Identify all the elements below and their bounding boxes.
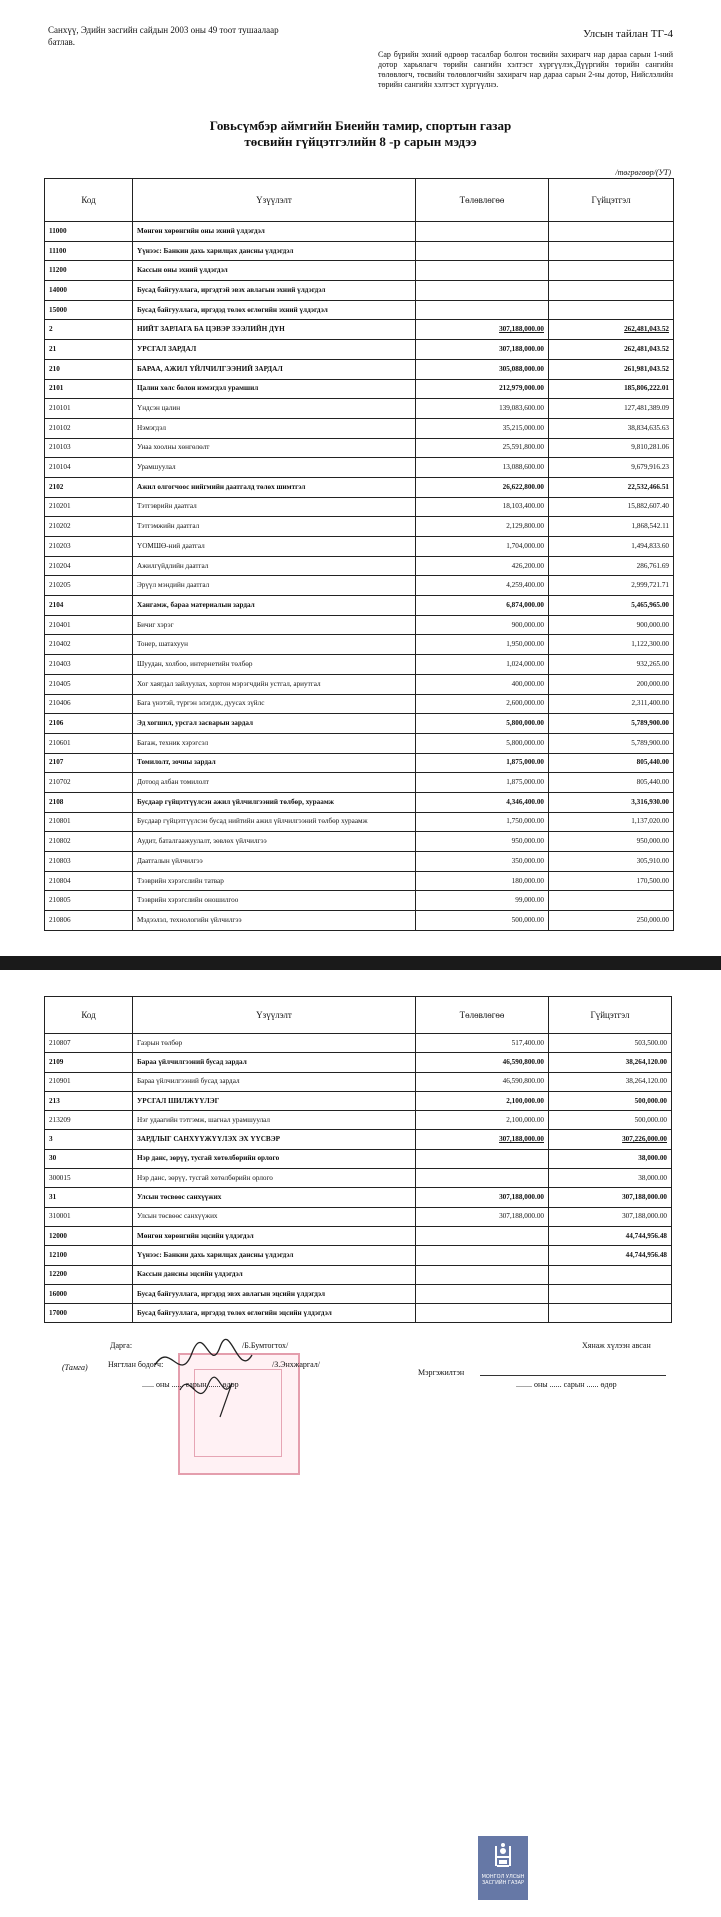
table-row	[45, 241, 674, 261]
row-plan-value: 212,979,000.00	[416, 379, 549, 399]
table-header-row	[45, 997, 672, 1034]
row-plan-value: 1,750,000.00	[416, 812, 549, 832]
currency-unit-label: /төгрөгөөр/(УТ)	[615, 168, 671, 177]
table-row	[45, 340, 674, 360]
table-row	[45, 596, 674, 616]
row-actual-value: 200,000.00	[549, 674, 674, 694]
table-row	[45, 556, 674, 576]
row-plan-value: 5,800,000.00	[416, 714, 549, 734]
row-plan-value	[416, 1226, 549, 1245]
row-indicator: Кассын оны эхний үлдэгдэл	[133, 261, 416, 281]
row-plan-value: 139,083,600.00	[416, 399, 549, 419]
row-plan-value: 4,346,400.00	[416, 792, 549, 812]
row-actual-value	[549, 261, 674, 281]
header-actual: Гүйцэтгэл	[549, 997, 672, 1034]
row-plan-value: 180,000.00	[416, 871, 549, 891]
table-row	[45, 832, 674, 852]
row-code: 210803	[45, 852, 133, 872]
table-row	[45, 497, 674, 517]
logo-caption	[478, 1874, 528, 1886]
header-plan: Төлөвлөгөө	[416, 997, 549, 1034]
row-plan-value	[416, 1304, 549, 1323]
row-code: 210202	[45, 517, 133, 537]
row-actual-value: 900,000.00	[549, 615, 674, 635]
approval-note: Санхүү, Эдийн засгийн сайдын 2003 оны 49 тоот тушаалаар батлав.	[48, 25, 279, 47]
table-row	[45, 281, 674, 301]
table-row	[45, 655, 674, 675]
row-plan-value: 4,259,400.00	[416, 576, 549, 596]
table-row	[45, 261, 674, 281]
row-plan-value: 307,188,000.00	[416, 1188, 549, 1207]
row-code: 12100	[45, 1246, 133, 1265]
row-indicator: Багаж, техник хэрэгсэл	[133, 733, 416, 753]
row-plan-value: 25,591,800.00	[416, 438, 549, 458]
page-separator	[0, 956, 721, 970]
row-plan-value: 1,875,000.00	[416, 773, 549, 793]
row-code: 30	[45, 1149, 133, 1168]
row-actual-value: 9,810,281.06	[549, 438, 674, 458]
row-plan-value: 426,200.00	[416, 556, 549, 576]
row-indicator: Мөнгөн хөрөнгийн эцсийн үлдэгдэл	[133, 1226, 416, 1245]
row-indicator: Улсын төсвөөс санхүүжих	[133, 1207, 416, 1226]
row-plan-value: 307,188,000.00	[416, 320, 549, 340]
row-indicator: Цалин хөлс болон нэмэгдэл урамшил	[133, 379, 416, 399]
row-indicator: Бусдаар гүйцэтгүүлсэн ажил үйлчилгээний төлбөр, хураамж	[133, 792, 416, 812]
table-row	[45, 891, 674, 911]
row-code: 210806	[45, 911, 133, 931]
table-row	[45, 359, 674, 379]
row-actual-value: 38,264,120.00	[549, 1072, 672, 1091]
row-actual-value: 950,000.00	[549, 832, 674, 852]
row-indicator: Бараа үйлчилгээний бусад зардал	[133, 1072, 416, 1091]
row-code: 210401	[45, 615, 133, 635]
row-code: 210204	[45, 556, 133, 576]
row-indicator: Нэмэгдэл	[133, 418, 416, 438]
row-code: 11000	[45, 222, 133, 242]
row-indicator: БАРАА, АЖИЛ ҮЙЛЧИЛГЭЭНИЙ ЗАРДАЛ	[133, 359, 416, 379]
row-actual-value: 500,000.00	[549, 1091, 672, 1110]
row-actual-value	[549, 300, 674, 320]
row-indicator: Бараа үйлчилгээний бусад зардал	[133, 1053, 416, 1072]
table-row	[45, 1149, 672, 1168]
row-code: 2	[45, 320, 133, 340]
row-code: 210402	[45, 635, 133, 655]
row-actual-value: 1,137,020.00	[549, 812, 674, 832]
row-indicator: Ажил олгогчоос нийгмийн даатгалд төлөх шимтгэл	[133, 477, 416, 497]
row-indicator: УРСГАЛ ШИЛЖҮҮЛЭГ	[133, 1091, 416, 1110]
table-row	[45, 379, 674, 399]
row-actual-value: 9,679,916.23	[549, 458, 674, 478]
row-plan-value	[416, 1265, 549, 1284]
row-plan-value: 1,875,000.00	[416, 753, 549, 773]
row-actual-value: 38,000.00	[549, 1149, 672, 1168]
row-code: 210802	[45, 832, 133, 852]
row-actual-value	[549, 1304, 672, 1323]
row-indicator: Тээврийн хэрэгслийн оношилгоо	[133, 891, 416, 911]
specialist-label: Мэргэжилтэн	[418, 1368, 465, 1377]
row-indicator: Тэтгэврийн даатгал	[133, 497, 416, 517]
table-row	[45, 694, 674, 714]
row-code: 2109	[45, 1053, 133, 1072]
table-row	[45, 1169, 672, 1188]
row-plan-value: 900,000.00	[416, 615, 549, 635]
row-plan-value: 26,622,800.00	[416, 477, 549, 497]
row-indicator: Урамшуулал	[133, 458, 416, 478]
document-title	[0, 118, 721, 150]
row-code: 210101	[45, 399, 133, 419]
row-indicator: Газрын төлбөр	[133, 1034, 416, 1053]
row-plan-value	[416, 222, 549, 242]
logo-line-1: МОНГОЛ УЛСЫН	[481, 1874, 525, 1880]
row-indicator: Бусдаар гүйцэтгүүлсэн бусад нийтийн ажил үйлчилгээний төлбөр хураамж	[133, 812, 416, 832]
row-plan-value: 99,000.00	[416, 891, 549, 911]
row-indicator: Дотоод албан томилолт	[133, 773, 416, 793]
stamp-label: (Тамга)	[62, 1363, 88, 1372]
row-code: 2106	[45, 714, 133, 734]
row-code: 210406	[45, 694, 133, 714]
header-code: Код	[45, 179, 133, 222]
table-row	[45, 1246, 672, 1265]
row-code: 11100	[45, 241, 133, 261]
row-plan-value: 307,188,000.00	[416, 1130, 549, 1149]
table-row	[45, 1188, 672, 1207]
table-row	[45, 458, 674, 478]
row-actual-value: 262,481,043.52	[549, 340, 674, 360]
row-code: 2101	[45, 379, 133, 399]
row-plan-value: 400,000.00	[416, 674, 549, 694]
report-page-2	[0, 970, 721, 1917]
row-code: 14000	[45, 281, 133, 301]
row-actual-value: 503,500.00	[549, 1034, 672, 1053]
row-indicator: Бусад байгууллага, иргэдтэй эвэх авлагын эхний үлдэгдэл	[133, 281, 416, 301]
row-actual-value	[549, 222, 674, 242]
row-plan-value: 2,100,000.00	[416, 1091, 549, 1110]
row-actual-value: 15,882,607.40	[549, 497, 674, 517]
row-plan-value: 2,600,000.00	[416, 694, 549, 714]
row-indicator: ҮОМШӨ-ний даатгал	[133, 537, 416, 557]
table-row	[45, 399, 674, 419]
row-plan-value	[416, 1246, 549, 1265]
header-code: Код	[45, 997, 133, 1034]
row-indicator: Аудит, баталгаажуулалт, зөвлөх үйлчилгээ	[133, 832, 416, 852]
row-plan-value	[416, 281, 549, 301]
row-indicator: Мэдээлэл, технологийн үйлчилгээ	[133, 911, 416, 931]
row-actual-value: 5,465,965.00	[549, 596, 674, 616]
logo-line-2: ЗАСГИЙН ГАЗАР	[481, 1880, 525, 1886]
table-row	[45, 753, 674, 773]
row-actual-value: 305,910.00	[549, 852, 674, 872]
row-code: 210601	[45, 733, 133, 753]
row-code: 16000	[45, 1284, 133, 1303]
table-row	[45, 1284, 672, 1303]
row-actual-value: 250,000.00	[549, 911, 674, 931]
row-code: 12200	[45, 1265, 133, 1284]
table-row	[45, 1091, 672, 1110]
row-plan-value	[416, 1284, 549, 1303]
row-code: 310001	[45, 1207, 133, 1226]
row-code: 210403	[45, 655, 133, 675]
row-indicator: УРСГАЛ ЗАРДАЛ	[133, 340, 416, 360]
row-indicator: Бусад байгууллага, иргэдэд эвэх авлагын эцсийн үлдэгдэл	[133, 1284, 416, 1303]
row-indicator: Үүнээс: Банкин дахь харилцах дансны үлдэгдэл	[133, 1246, 416, 1265]
row-plan-value: 2,129,800.00	[416, 517, 549, 537]
row-actual-value: 3,316,930.00	[549, 792, 674, 812]
row-indicator: Бусад байгууллага, иргэдэд төлөх өглөгийн эцсийн үлдэгдэл	[133, 1304, 416, 1323]
row-plan-value	[416, 1149, 549, 1168]
row-plan-value: 6,874,000.00	[416, 596, 549, 616]
row-actual-value: 1,868,542.11	[549, 517, 674, 537]
row-indicator: Бичиг хэрэг	[133, 615, 416, 635]
row-code: 210801	[45, 812, 133, 832]
row-plan-value	[416, 261, 549, 281]
header-actual: Гүйцэтгэл	[549, 179, 674, 222]
row-code: 210	[45, 359, 133, 379]
row-plan-value: 5,800,000.00	[416, 733, 549, 753]
row-code: 210804	[45, 871, 133, 891]
row-code: 15000	[45, 300, 133, 320]
row-actual-value: 805,440.00	[549, 753, 674, 773]
table-row	[45, 1207, 672, 1226]
row-code: 2104	[45, 596, 133, 616]
signing-date: ...... оны ...... сарын ...... өдөр	[142, 1380, 239, 1389]
row-actual-value	[549, 1284, 672, 1303]
submission-note: Сар бүрийн эхний өдрөөр тасалбар болгон төсвийн захирагч нар дараа сарын 1-ний дотор харьялагч төрийн сангийн хэлтэст хүргүүлэх,Дүүргийн төрийн сангийн төлөвлөгч, төсвийн төлөвлөгчийн захирагч нар дараа сарын 2-ны дотор, Нийслэлийн төрийн сангийн хэлтэст хүргүүлнэ.	[378, 50, 673, 89]
table-row	[45, 477, 674, 497]
row-code: 210405	[45, 674, 133, 694]
table-row	[45, 1034, 672, 1053]
table-row	[45, 418, 674, 438]
table-header-row	[45, 179, 674, 222]
government-logo	[478, 1836, 528, 1900]
row-code: 2107	[45, 753, 133, 773]
row-plan-value	[416, 300, 549, 320]
title-line-2: төсвийн гүйцэтгэлийн 8 -р сарын мэдээ	[244, 134, 477, 149]
row-plan-value: 13,088,600.00	[416, 458, 549, 478]
row-code: 11200	[45, 261, 133, 281]
row-plan-value	[416, 1169, 549, 1188]
row-actual-value: 2,999,721.71	[549, 576, 674, 596]
row-code: 210807	[45, 1034, 133, 1053]
row-actual-value: 307,226,000.00	[549, 1130, 672, 1149]
row-code: 210102	[45, 418, 133, 438]
row-indicator: Унаа хоолны хөнгөлөлт	[133, 438, 416, 458]
table-row	[45, 300, 674, 320]
row-code: 210702	[45, 773, 133, 793]
table-row	[45, 320, 674, 340]
budget-table-1	[44, 178, 674, 931]
row-actual-value: 5,789,900.00	[549, 714, 674, 734]
row-actual-value: 38,834,635.63	[549, 418, 674, 438]
row-actual-value	[549, 891, 674, 911]
row-code: 210805	[45, 891, 133, 911]
table-row	[45, 537, 674, 557]
row-code: 21	[45, 340, 133, 360]
received-date: ........ оны ...... сарын ...... өдөр	[516, 1380, 617, 1389]
row-plan-value: 46,590,800.00	[416, 1072, 549, 1091]
table-row	[45, 852, 674, 872]
row-plan-value: 1,704,000.00	[416, 537, 549, 557]
row-actual-value: 286,761.69	[549, 556, 674, 576]
row-actual-value: 44,744,956.48	[549, 1246, 672, 1265]
received-label: Хянаж хүлээн авсан	[582, 1341, 651, 1350]
row-actual-value: 38,264,120.00	[549, 1053, 672, 1072]
row-code: 210201	[45, 497, 133, 517]
soyombo-icon	[495, 1842, 511, 1868]
row-actual-value: 185,806,222.01	[549, 379, 674, 399]
budget-table-2	[44, 996, 672, 1323]
row-code: 210203	[45, 537, 133, 557]
row-actual-value: 1,494,833.60	[549, 537, 674, 557]
row-actual-value: 1,122,300.00	[549, 635, 674, 655]
table-row	[45, 812, 674, 832]
title-line-1: Говьсүмбэр аймгийн Биеийн тамир, спортын газар	[209, 118, 512, 133]
row-indicator: Томилолт, зочны зардал	[133, 753, 416, 773]
row-actual-value: 500,000.00	[549, 1111, 672, 1130]
director-name: /Б.Бумтогтох/	[242, 1341, 289, 1350]
row-indicator: Бага үнэтэй, түргэн элэгдэх, дуусах зүйлс	[133, 694, 416, 714]
row-actual-value: 307,188,000.00	[549, 1188, 672, 1207]
row-actual-value	[549, 1265, 672, 1284]
row-indicator: Мөнгөн хөрөнгийн оны эхний үлдэгдэл	[133, 222, 416, 242]
row-indicator: Тэтгэмжийн даатгал	[133, 517, 416, 537]
row-indicator: Эрүүл мэндийн даатгал	[133, 576, 416, 596]
row-indicator: Хангамж, бараа материалын зардал	[133, 596, 416, 616]
row-actual-value	[549, 241, 674, 261]
header-indicator: Үзүүлэлт	[133, 997, 416, 1034]
row-actual-value: 307,188,000.00	[549, 1207, 672, 1226]
row-code: 12000	[45, 1226, 133, 1245]
table-row	[45, 517, 674, 537]
table-row	[45, 792, 674, 812]
director-label: Дарга:	[110, 1341, 133, 1350]
row-indicator: Шуудан, холбоо, интернетийн төлбөр	[133, 655, 416, 675]
row-indicator: Нэр данс, зөрүү, тусгай хөтөлбөрийн орлого	[133, 1169, 416, 1188]
row-indicator: Үүнээс: Банкин дахь харилцах дансны үлдэгдэл	[133, 241, 416, 261]
row-indicator: НИЙТ ЗАРЛАГА БА ЦЭВЭР ЗЭЭЛИЙН ДҮН	[133, 320, 416, 340]
row-plan-value: 1,950,000.00	[416, 635, 549, 655]
row-plan-value: 950,000.00	[416, 832, 549, 852]
row-plan-value	[416, 241, 549, 261]
table-row	[45, 1265, 672, 1284]
row-actual-value: 22,532,466.51	[549, 477, 674, 497]
row-plan-value: 305,088,000.00	[416, 359, 549, 379]
row-code: 2102	[45, 477, 133, 497]
row-plan-value: 35,215,000.00	[416, 418, 549, 438]
row-indicator: Даатгалын үйлчилгээ	[133, 852, 416, 872]
row-plan-value: 307,188,000.00	[416, 340, 549, 360]
row-plan-value: 1,024,000.00	[416, 655, 549, 675]
row-actual-value: 261,981,043.52	[549, 359, 674, 379]
table-2-body	[45, 1034, 672, 1323]
row-code: 17000	[45, 1304, 133, 1323]
row-code: 3	[45, 1130, 133, 1149]
row-actual-value: 2,311,400.00	[549, 694, 674, 714]
header-indicator: Үзүүлэлт	[133, 179, 416, 222]
table-row	[45, 871, 674, 891]
row-indicator: Бусад байгууллага, иргэдэд төлөх өглөгийн эхний үлдэгдэл	[133, 300, 416, 320]
row-plan-value: 500,000.00	[416, 911, 549, 931]
row-code: 210103	[45, 438, 133, 458]
table-row	[45, 674, 674, 694]
specialist-signature-line	[480, 1375, 666, 1376]
table-row	[45, 1304, 672, 1323]
row-actual-value: 127,481,389.09	[549, 399, 674, 419]
accountant-label: Нягтлан бодогч:	[108, 1360, 164, 1369]
row-indicator: Тээврийн хэрэгслийн татвар	[133, 871, 416, 891]
table-1-body	[45, 222, 674, 931]
row-code: 210205	[45, 576, 133, 596]
row-code: 2108	[45, 792, 133, 812]
table-row	[45, 615, 674, 635]
row-indicator: Эд хогшил, урсгал засварын зардал	[133, 714, 416, 734]
table-row	[45, 1072, 672, 1091]
row-actual-value: 38,000.00	[549, 1169, 672, 1188]
row-actual-value: 932,265.00	[549, 655, 674, 675]
row-indicator: Кассын дансны эцсийн үлдэгдэл	[133, 1265, 416, 1284]
row-indicator: Нэр данс, зөрүү, тусгай хөтөлбөрийн орлого	[133, 1149, 416, 1168]
table-row	[45, 773, 674, 793]
table-row	[45, 222, 674, 242]
row-indicator: Тонер, шатахуун	[133, 635, 416, 655]
row-actual-value: 170,500.00	[549, 871, 674, 891]
row-indicator: Хог хаягдал зайлуулах, хортон мэрэгчдийн устгал, ариутгал	[133, 674, 416, 694]
table-row	[45, 1053, 672, 1072]
row-actual-value: 44,744,956.48	[549, 1226, 672, 1245]
table-row	[45, 733, 674, 753]
row-plan-value: 517,400.00	[416, 1034, 549, 1053]
row-actual-value: 805,440.00	[549, 773, 674, 793]
row-code: 210901	[45, 1072, 133, 1091]
table-row	[45, 635, 674, 655]
row-indicator: Нэг удаагийн тэтгэмж, шагнал урамшуулал	[133, 1111, 416, 1130]
table-row	[45, 714, 674, 734]
row-indicator: Үндсэн цалин	[133, 399, 416, 419]
table-row	[45, 1111, 672, 1130]
row-code: 213	[45, 1091, 133, 1110]
row-code: 31	[45, 1188, 133, 1207]
row-indicator: ЗАРДЛЫГ САНХҮҮЖҮҮЛЭХ ЭХ ҮҮСВЭР	[133, 1130, 416, 1149]
row-plan-value: 2,100,000.00	[416, 1111, 549, 1130]
row-code: 300015	[45, 1169, 133, 1188]
row-actual-value: 5,789,900.00	[549, 733, 674, 753]
accountant-name: /З.Энхжаргал/	[272, 1360, 320, 1369]
row-plan-value: 350,000.00	[416, 852, 549, 872]
row-indicator: Ажилгүйдлийн даатгал	[133, 556, 416, 576]
table-row	[45, 1130, 672, 1149]
table-row	[45, 911, 674, 931]
row-plan-value: 307,188,000.00	[416, 1207, 549, 1226]
row-plan-value: 18,103,400.00	[416, 497, 549, 517]
row-actual-value: 262,481,043.52	[549, 320, 674, 340]
row-actual-value	[549, 281, 674, 301]
table-row	[45, 576, 674, 596]
row-code: 210104	[45, 458, 133, 478]
form-code: Улсын тайлан ТГ-4	[583, 28, 673, 40]
header-plan: Төлөвлөгөө	[416, 179, 549, 222]
row-code: 213209	[45, 1111, 133, 1130]
table-row	[45, 438, 674, 458]
row-plan-value: 46,590,800.00	[416, 1053, 549, 1072]
table-row	[45, 1226, 672, 1245]
row-indicator: Улсын төсвөөс санхүүжих	[133, 1188, 416, 1207]
report-page-1	[0, 0, 721, 956]
